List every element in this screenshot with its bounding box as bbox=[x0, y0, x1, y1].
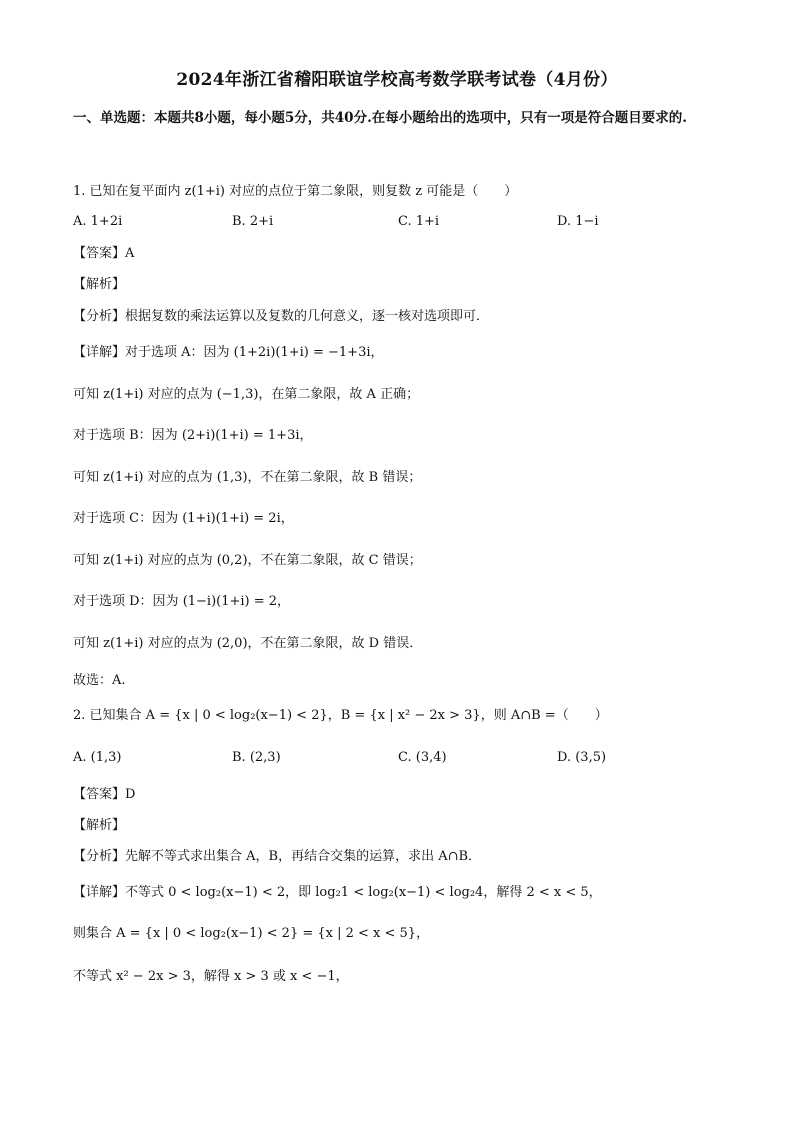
q2-option-a: A. (1,3) bbox=[73, 750, 122, 765]
q1-detail-line-3: 对于选项 B：因为 (2+i)(1+i) = 1+3i， bbox=[73, 428, 313, 443]
q1-detail-line-6: 可知 z(1+i) 对应的点为 (0,2)，不在第二象限，故 C 错误； bbox=[73, 553, 422, 568]
q2-option-b: B. (2,3) bbox=[232, 750, 281, 765]
q1-detail-line-4: 可知 z(1+i) 对应的点为 (1,3)，不在第二象限，故 B 错误； bbox=[73, 470, 422, 485]
q2-answer: 【答案】D bbox=[73, 787, 136, 802]
q2-option-d: D. (3,5) bbox=[557, 750, 607, 765]
q1-fenxi: 【分析】根据复数的乘法运算以及复数的几何意义，逐一核对选项即可． bbox=[73, 309, 490, 324]
q1-detail-line-2: 可知 z(1+i) 对应的点为 (−1,3)，在第二象限，故 A 正确； bbox=[73, 387, 420, 402]
q1-detail-line-1: 【详解】对于选项 A：因为 (1+2i)(1+i) = −1+3i， bbox=[73, 345, 384, 360]
q1-detail-line-8: 可知 z(1+i) 对应的点为 (2,0)，不在第二象限，故 D 错误． bbox=[73, 636, 423, 651]
q2-detail-line-2: 则集合 A = {x | 0 < log₂(x−1) < 2} = {x | 2 < x < 5}， bbox=[73, 926, 430, 941]
q2-option-c: C. (3,4) bbox=[398, 750, 447, 765]
q1-detail-line-5: 对于选项 C：因为 (1+i)(1+i) = 2i， bbox=[73, 511, 294, 526]
q2-analysis-label: 【解析】 bbox=[73, 818, 126, 833]
question-2-stem: 2. 已知集合 A = {x | 0 < log₂(x−1) < 2}，B = {x | x² − 2x > 3}，则 A∩B =（ ） bbox=[73, 708, 608, 723]
q2-detail-line-1: 【详解】不等式 0 < log₂(x−1) < 2，即 log₂1 < log₂(x−1) < log₂4，解得 2 < x < 5， bbox=[73, 885, 602, 900]
q1-answer: 【答案】A bbox=[73, 246, 135, 261]
q2-detail-line-3: 不等式 x² − 2x > 3，解得 x > 3 或 x < −1， bbox=[73, 969, 349, 984]
q1-option-d: D. 1−i bbox=[557, 214, 599, 229]
q1-option-c: C. 1+i bbox=[398, 214, 440, 229]
q2-fenxi: 【分析】先解不等式求出集合 A，B，再结合交集的运算，求出 A∩B． bbox=[73, 849, 482, 864]
page-title: 2024年浙江省稽阳联谊学校高考数学联考试卷（4月份） bbox=[176, 70, 618, 90]
q1-option-b: B. 2+i bbox=[232, 214, 274, 229]
q1-detail-line-7: 对于选项 D：因为 (1−i)(1+i) = 2， bbox=[73, 594, 291, 609]
section-heading: 一、单选题：本题共8小题，每小题5分，共40分.在每小题给出的选项中，只有一项是符合题目要求的. bbox=[73, 110, 687, 126]
q1-option-a: A. 1+2i bbox=[73, 214, 123, 229]
q1-analysis-label: 【解析】 bbox=[73, 277, 126, 292]
question-1-stem: 1. 已知在复平面内 z(1+i) 对应的点位于第二象限，则复数 z 可能是（ ） bbox=[73, 184, 518, 199]
q1-conclusion: 故选：A. bbox=[73, 673, 126, 688]
